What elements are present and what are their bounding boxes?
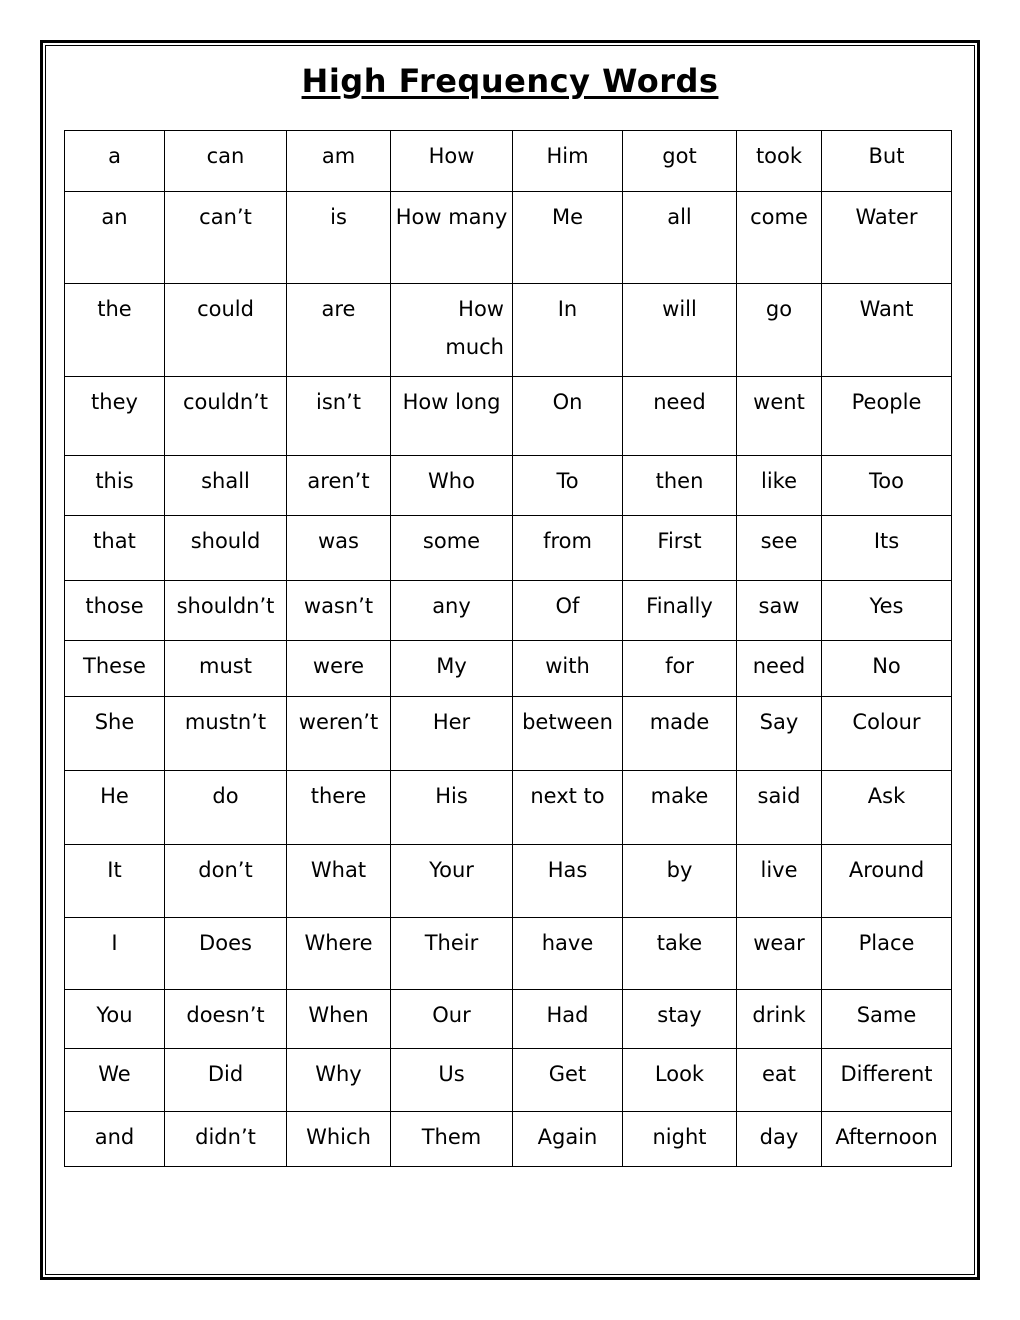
word-cell: do bbox=[165, 771, 287, 845]
word-cell: drink bbox=[737, 990, 822, 1049]
word-cell: Water bbox=[822, 192, 952, 284]
word-cell: and bbox=[65, 1112, 165, 1167]
word-cell: wasn’t bbox=[287, 581, 391, 641]
word-cell: next to bbox=[513, 771, 623, 845]
word-cell: We bbox=[65, 1049, 165, 1112]
word-cell: Colour bbox=[822, 697, 952, 771]
word-cell: On bbox=[513, 377, 623, 456]
table-row bbox=[65, 1049, 952, 1112]
word-cell: Again bbox=[513, 1112, 623, 1167]
word-cell: But bbox=[822, 131, 952, 192]
word-cell: How much bbox=[391, 284, 513, 377]
word-cell: Them bbox=[391, 1112, 513, 1167]
word-cell: don’t bbox=[165, 845, 287, 918]
word-cell: His bbox=[391, 771, 513, 845]
word-cell: need bbox=[623, 377, 737, 456]
word-cell: said bbox=[737, 771, 822, 845]
word-cell: Our bbox=[391, 990, 513, 1049]
word-cell: go bbox=[737, 284, 822, 377]
word-cell: an bbox=[65, 192, 165, 284]
word-cell: take bbox=[623, 918, 737, 990]
word-cell: No bbox=[822, 641, 952, 697]
word-cell: make bbox=[623, 771, 737, 845]
word-cell: Afternoon bbox=[822, 1112, 952, 1167]
table-row bbox=[65, 641, 952, 697]
word-cell: should bbox=[165, 516, 287, 581]
word-cell: stay bbox=[623, 990, 737, 1049]
word-cell: You bbox=[65, 990, 165, 1049]
table-row bbox=[65, 581, 952, 641]
table-row bbox=[65, 918, 952, 990]
word-cell: was bbox=[287, 516, 391, 581]
word-cell: the bbox=[65, 284, 165, 377]
word-cell: weren’t bbox=[287, 697, 391, 771]
word-cell: come bbox=[737, 192, 822, 284]
word-cell: were bbox=[287, 641, 391, 697]
word-cell: Get bbox=[513, 1049, 623, 1112]
word-cell: saw bbox=[737, 581, 822, 641]
word-cell: am bbox=[287, 131, 391, 192]
word-cell: can bbox=[165, 131, 287, 192]
word-cell: Want bbox=[822, 284, 952, 377]
word-cell: could bbox=[165, 284, 287, 377]
word-cell: Her bbox=[391, 697, 513, 771]
table-row bbox=[65, 377, 952, 456]
word-cell: Look bbox=[623, 1049, 737, 1112]
word-cell: Has bbox=[513, 845, 623, 918]
word-cell: People bbox=[822, 377, 952, 456]
word-cell: that bbox=[65, 516, 165, 581]
word-cell: day bbox=[737, 1112, 822, 1167]
word-cell: Same bbox=[822, 990, 952, 1049]
word-cell: Him bbox=[513, 131, 623, 192]
word-cell: aren’t bbox=[287, 456, 391, 516]
word-cell: Too bbox=[822, 456, 952, 516]
word-cell: some bbox=[391, 516, 513, 581]
word-cell: Yes bbox=[822, 581, 952, 641]
word-cell: live bbox=[737, 845, 822, 918]
word-cell: made bbox=[623, 697, 737, 771]
word-cell: there bbox=[287, 771, 391, 845]
word-cell: can’t bbox=[165, 192, 287, 284]
table-row bbox=[65, 192, 952, 284]
table-row bbox=[65, 516, 952, 581]
word-cell: night bbox=[623, 1112, 737, 1167]
word-cell: went bbox=[737, 377, 822, 456]
word-cell: need bbox=[737, 641, 822, 697]
word-cell: eat bbox=[737, 1049, 822, 1112]
word-cell: will bbox=[623, 284, 737, 377]
word-cell: Us bbox=[391, 1049, 513, 1112]
word-cell: a bbox=[65, 131, 165, 192]
word-cell: took bbox=[737, 131, 822, 192]
word-cell: Of bbox=[513, 581, 623, 641]
word-cell: What bbox=[287, 845, 391, 918]
word-cell: shouldn’t bbox=[165, 581, 287, 641]
word-cell: My bbox=[391, 641, 513, 697]
word-cell: those bbox=[65, 581, 165, 641]
word-cell: Did bbox=[165, 1049, 287, 1112]
table-row bbox=[65, 990, 952, 1049]
word-cell: between bbox=[513, 697, 623, 771]
word-cell: is bbox=[287, 192, 391, 284]
word-cell: These bbox=[65, 641, 165, 697]
word-cell: doesn’t bbox=[165, 990, 287, 1049]
word-cell: Around bbox=[822, 845, 952, 918]
word-cell: To bbox=[513, 456, 623, 516]
word-cell: Different bbox=[822, 1049, 952, 1112]
word-cell: must bbox=[165, 641, 287, 697]
table-row bbox=[65, 1112, 952, 1167]
word-cell: How long bbox=[391, 377, 513, 456]
word-cell: mustn’t bbox=[165, 697, 287, 771]
word-cell: Say bbox=[737, 697, 822, 771]
word-cell: Finally bbox=[623, 581, 737, 641]
word-cell: How bbox=[391, 131, 513, 192]
word-table bbox=[64, 130, 952, 1167]
word-cell: shall bbox=[165, 456, 287, 516]
table-row bbox=[65, 771, 952, 845]
table-row bbox=[65, 845, 952, 918]
word-cell: When bbox=[287, 990, 391, 1049]
word-cell: with bbox=[513, 641, 623, 697]
word-cell: by bbox=[623, 845, 737, 918]
word-cell: this bbox=[65, 456, 165, 516]
word-cell: She bbox=[65, 697, 165, 771]
word-cell: Its bbox=[822, 516, 952, 581]
table-row bbox=[65, 284, 952, 377]
word-cell: It bbox=[65, 845, 165, 918]
word-cell: they bbox=[65, 377, 165, 456]
word-cell: isn’t bbox=[287, 377, 391, 456]
word-cell: like bbox=[737, 456, 822, 516]
word-cell: see bbox=[737, 516, 822, 581]
word-cell: Had bbox=[513, 990, 623, 1049]
word-cell: wear bbox=[737, 918, 822, 990]
word-cell: Why bbox=[287, 1049, 391, 1112]
word-cell: Me bbox=[513, 192, 623, 284]
word-cell: then bbox=[623, 456, 737, 516]
word-cell: got bbox=[623, 131, 737, 192]
word-cell: In bbox=[513, 284, 623, 377]
table-row bbox=[65, 131, 952, 192]
page-title: High Frequency Words bbox=[301, 62, 719, 100]
table-row bbox=[65, 697, 952, 771]
word-cell: didn’t bbox=[165, 1112, 287, 1167]
word-cell: are bbox=[287, 284, 391, 377]
word-cell: Ask bbox=[822, 771, 952, 845]
word-cell: Their bbox=[391, 918, 513, 990]
word-cell: First bbox=[623, 516, 737, 581]
word-cell: for bbox=[623, 641, 737, 697]
word-cell: all bbox=[623, 192, 737, 284]
word-cell: from bbox=[513, 516, 623, 581]
word-cell: I bbox=[65, 918, 165, 990]
word-cell: couldn’t bbox=[165, 377, 287, 456]
word-cell: Who bbox=[391, 456, 513, 516]
word-cell: have bbox=[513, 918, 623, 990]
word-cell: He bbox=[65, 771, 165, 845]
word-cell: How many bbox=[391, 192, 513, 284]
word-cell: Place bbox=[822, 918, 952, 990]
word-cell: Where bbox=[287, 918, 391, 990]
word-cell: Which bbox=[287, 1112, 391, 1167]
word-cell: any bbox=[391, 581, 513, 641]
table-row bbox=[65, 456, 952, 516]
word-cell: Does bbox=[165, 918, 287, 990]
word-cell: Your bbox=[391, 845, 513, 918]
